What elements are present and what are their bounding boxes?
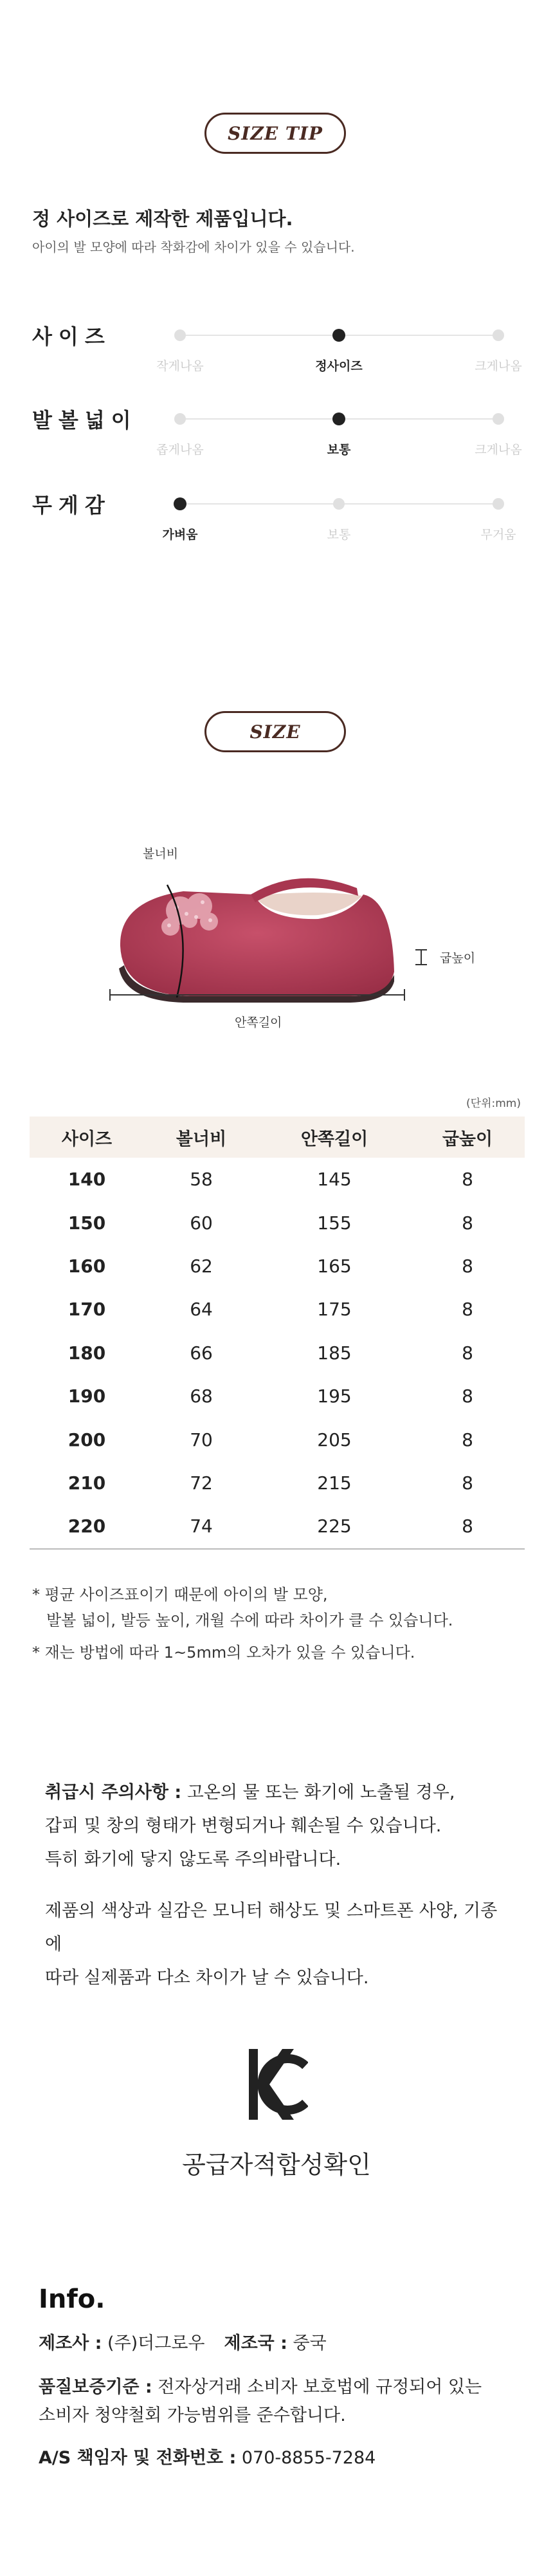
table-row <box>30 1331 525 1375</box>
cell-width: 66 <box>190 1342 213 1364</box>
cell-heel: 8 <box>410 1505 525 1548</box>
size-tip-subtitle: 아이의 발 모양에 따라 착화감에 차이가 있을 수 있습니다. <box>32 239 355 255</box>
heel-line <box>421 949 422 965</box>
cell-heel: 8 <box>462 1299 473 1320</box>
table-row <box>30 1505 525 1548</box>
table-row <box>30 1461 525 1505</box>
country-value: 중국 <box>287 2333 327 2353</box>
cell-size: 220 <box>30 1505 144 1548</box>
table-row <box>30 1158 525 1201</box>
size-option-0: 작게나옴 <box>156 359 204 373</box>
country-label: 제조국 : <box>224 2333 287 2353</box>
cell-size: 140 <box>68 1169 106 1191</box>
length-label: 안쪽길이 <box>235 1015 282 1030</box>
cell-length: 165 <box>317 1255 352 1277</box>
cell-length: 185 <box>317 1342 352 1364</box>
info-maker-line <box>39 2330 327 2358</box>
caution-line-1: 고온의 물 또는 화기에 노출될 경우, <box>181 1783 455 1802</box>
width-dot-0 <box>174 413 186 425</box>
weight-option-1: 보통 <box>327 528 351 542</box>
cell-heel: 8 <box>462 1385 473 1407</box>
length-tick-right <box>404 989 405 1001</box>
size-note-1: * 평균 사이즈표이기 때문에 아이의 발 모양, <box>32 1586 328 1604</box>
kc-mark-icon <box>246 2046 308 2122</box>
cell-size: 170 <box>68 1299 106 1320</box>
kc-text: 공급자적합성확인 <box>182 2151 371 2179</box>
column-header: 사이즈 <box>30 1117 144 1158</box>
size-tip-title: 정 사이즈로 제작한 제품입니다. <box>32 208 293 230</box>
column-header: 안쪽길이 <box>258 1117 410 1158</box>
size-badge: SIZE <box>204 711 346 752</box>
table-row <box>30 1288 525 1331</box>
quality-line-2: 소비자 청약철회 가능범위를 준수합니다. <box>39 2405 346 2425</box>
width-label: 볼너비 <box>143 847 179 861</box>
size-dot-2 <box>493 329 504 341</box>
size-note-3: * 재는 방법에 따라 1~5mm의 오차가 있을 수 있습니다. <box>32 1644 415 1662</box>
row-label-width: 발볼넓이 <box>32 408 138 432</box>
table-row <box>30 1375 525 1418</box>
width-dot-1 <box>332 412 345 425</box>
weight-option-2: 무거움 <box>480 528 516 542</box>
weight-option-0: 가벼움 <box>162 528 198 542</box>
row-label-size: 사이즈 <box>32 324 111 349</box>
cell-size: 150 <box>68 1212 106 1234</box>
cell-size: 210 <box>68 1472 106 1494</box>
size-dot-1 <box>332 329 345 342</box>
cell-length: 215 <box>317 1472 352 1494</box>
cell-size: 200 <box>68 1429 106 1450</box>
column-header: 볼너비 <box>144 1117 258 1158</box>
size-option-2: 크게나옴 <box>475 359 522 373</box>
cell-width: 62 <box>190 1255 213 1277</box>
cell-width: 64 <box>190 1299 213 1320</box>
heel-tick-bottom <box>415 964 427 965</box>
width-dot-2 <box>493 413 504 425</box>
heel-label: 굽높이 <box>440 951 476 965</box>
column-header: 굽높이 <box>410 1117 525 1158</box>
cell-length: 175 <box>317 1299 352 1320</box>
cell-heel: 8 <box>462 1429 473 1450</box>
info-quality-block <box>39 2373 482 2430</box>
cell-width: 60 <box>190 1212 213 1234</box>
width-option-2: 크게나옴 <box>475 443 522 457</box>
heel-tick-top <box>415 949 427 950</box>
weight-dot-1 <box>333 498 345 510</box>
maker-value: (주)더그로우 <box>102 2333 205 2353</box>
size-note-2: 발볼 넓이, 발등 높이, 개월 수에 따라 차이가 클 수 있습니다. <box>46 1611 453 1629</box>
caution-title: 취급시 주의사항 : <box>45 1783 182 1802</box>
width-option-1: 보통 <box>327 443 351 457</box>
shoe-illustration <box>106 849 402 1017</box>
info-as-line <box>39 2444 376 2472</box>
cell-width: 70 <box>190 1429 213 1450</box>
cell-length: 155 <box>317 1212 352 1234</box>
maker-label: 제조사 : <box>39 2333 102 2353</box>
quality-line-1: 전자상거래 소비자 보호법에 규정되어 있는 <box>152 2377 482 2397</box>
cell-length: 225 <box>258 1505 410 1548</box>
width-option-0: 좁게나옴 <box>156 443 204 457</box>
size-dot-0 <box>174 329 186 341</box>
cell-size: 180 <box>68 1342 106 1364</box>
table-row <box>30 1418 525 1461</box>
length-line <box>109 994 405 996</box>
cell-size: 160 <box>68 1255 106 1277</box>
length-tick-left <box>109 989 111 1001</box>
quality-label: 품질보증기준 : <box>39 2377 152 2397</box>
as-label: A/S 책임자 및 전화번호 : <box>39 2448 237 2468</box>
unit-label: (단위:mm) <box>466 1097 521 1110</box>
cell-width: 72 <box>190 1472 213 1494</box>
cell-width: 68 <box>190 1385 213 1407</box>
table-row <box>30 1245 525 1288</box>
as-phone: 070-8855-7284 <box>236 2448 376 2468</box>
size-tip-badge: SIZE TIP <box>204 113 346 154</box>
caution-block <box>45 1776 508 1995</box>
table-row <box>30 1201 525 1244</box>
cell-size: 190 <box>68 1385 106 1407</box>
cell-length: 195 <box>317 1385 352 1407</box>
cell-heel: 8 <box>462 1212 473 1234</box>
info-title: Info. <box>39 2284 105 2314</box>
cell-width: 58 <box>190 1169 213 1191</box>
caution-line-4: 제품의 색상과 실감은 모니터 해상도 및 스마트폰 사양, 기종에 <box>45 1901 498 1954</box>
size-option-1: 정사이즈 <box>315 359 363 373</box>
cell-length: 205 <box>317 1429 352 1450</box>
size-table <box>30 1117 525 1550</box>
cell-heel: 8 <box>462 1472 473 1494</box>
cell-length: 145 <box>317 1169 352 1191</box>
weight-dot-0 <box>174 497 186 510</box>
row-label-weight: 무게감 <box>32 493 111 517</box>
caution-line-3: 특히 화기에 닿지 않도록 주의바랍니다. <box>45 1849 341 1869</box>
cell-heel: 8 <box>462 1169 473 1191</box>
cell-width: 74 <box>144 1505 258 1548</box>
table-header-row <box>30 1117 525 1158</box>
weight-dot-2 <box>493 498 504 510</box>
cell-heel: 8 <box>462 1342 473 1364</box>
cell-heel: 8 <box>462 1255 473 1277</box>
caution-line-5: 따라 실제품과 다소 차이가 날 수 있습니다. <box>45 1968 369 1988</box>
caution-line-2: 갑피 및 창의 형태가 변형되거나 훼손될 수 있습니다. <box>45 1816 442 1836</box>
